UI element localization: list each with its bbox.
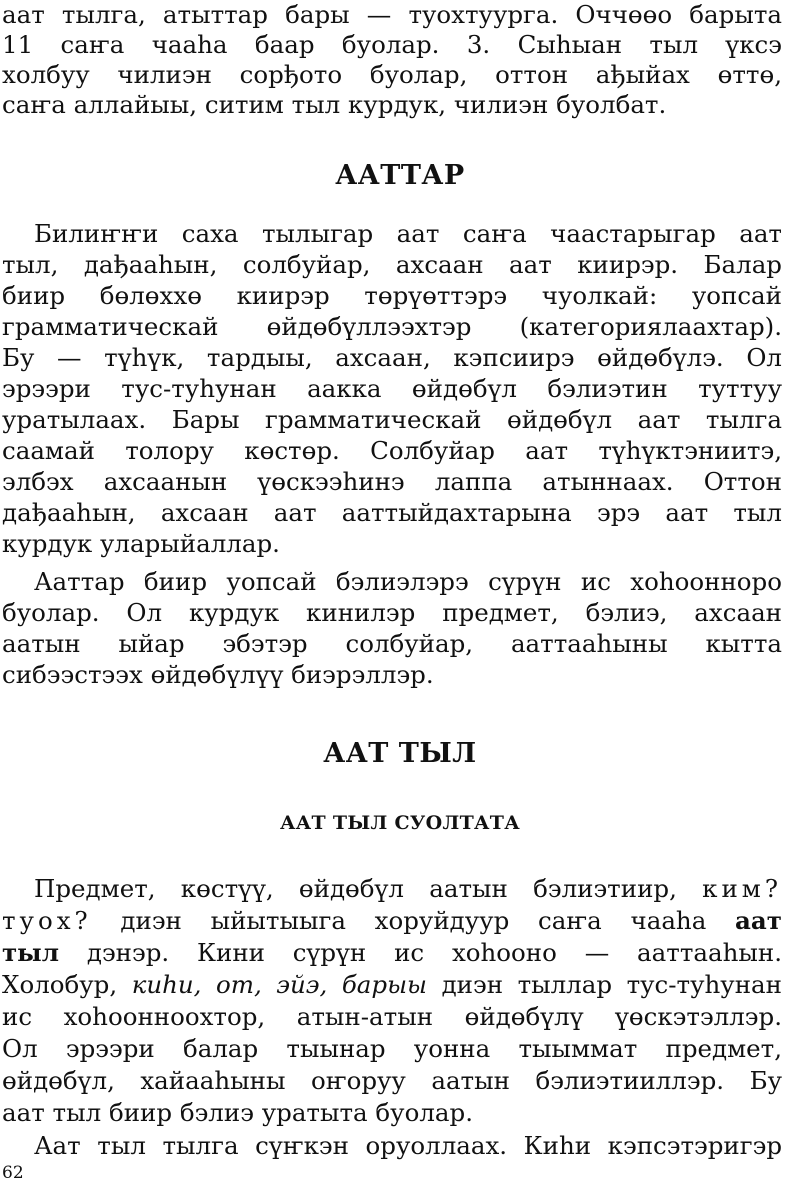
s2-p1-line-2-spaced: туох?	[2, 906, 92, 935]
s1-p1-line-4: грамматическай өйдөбүллээхтэр (категориялаахтар).	[2, 312, 782, 341]
s1-p1-line-7: уратылаах. Бары грамматическай өйдөбүл аат тылга	[2, 405, 782, 434]
s1-p2-line-3: аатын ыйар эбэтэр солбуйар, ааттааhыны кытта	[2, 629, 782, 658]
intro-line-4: саҥа аллайыы, ситим тыл курдук, чилиэн буолбат.	[2, 90, 667, 119]
s1-p1-line-8: саамай толору көстөр. Солбуйар аат түhүктэниитэ,	[2, 436, 782, 465]
s1-p1-line-2: тыл, дађааhын, солбуйар, ахсаан аат киирэр. Балар	[2, 250, 782, 279]
s1-p1-line-6: эрээри тус-туhунан аакка өйдөбүл бэлиэтин туттуу	[2, 374, 782, 403]
s2-p1-line-1-spaced: ким?	[702, 874, 782, 903]
s2-p1-line-3-bold: тыл	[2, 938, 60, 967]
section-heading-aattar: ААТТАР	[335, 160, 465, 191]
intro-line-3: холбуу чилиэн сорђото буолар, оттон ађыйах өттө,	[2, 60, 782, 89]
intro-line-2: 11 саҥа чааhа баар буолар. 3. Сыhыан тыл үксэ	[2, 30, 782, 59]
s2-p1-line-8: аат тыл биир бэлиэ уратыта буолар.	[2, 1098, 473, 1127]
s2-p1-line-1-text: Предмет, көстүү, өйдөбүл аатын бэлиэтиир,	[34, 874, 677, 903]
s1-p2-line-2: буолар. Ол курдук кинилэр предмет, бэлиэ, ахсаан	[2, 598, 782, 627]
s2-p1-line-6: Ол эрээри балар тыынар уонна тыыммат предмет,	[2, 1034, 782, 1063]
s2-p1-line-4-text-b: диэн тыллар тус-туhунан	[441, 970, 782, 999]
s1-p1-line-9: элбэх ахсаанын үөскээhинэ лаппа атыннаах. Оттон	[2, 467, 782, 496]
s1-p1-line-3: биир бөлөххө киирэр төрүөттэрэ чуолкай: уопсай	[2, 281, 782, 310]
intro-line-1: аат тылга, атыттар бары — туохтуурга. Оччөөо барыта	[2, 0, 782, 29]
s2-p1-line-4-text-a: Холобур,	[2, 970, 118, 999]
s2-p1-line-3-text: дэнэр. Кини сүрүн ис хоhооно — ааттааhын.	[86, 938, 782, 967]
s2-p1-line-5: ис хоhоонноохтор, атын-атын өйдөбүлү үөскэтэллэр.	[2, 1002, 782, 1031]
s1-p1-line-5: Бу — түhүк, тардыы, ахсаан, кэпсиирэ өйдөбүлэ. Ол	[2, 343, 782, 372]
s1-p1-line-1: Билиҥҥи саха тылыгар аат саҥа чаастарыгар аат	[34, 219, 782, 248]
section-heading-aat-tyl: ААТ ТЫЛ	[323, 738, 477, 769]
s2-p1-line-2-text: диэн ыйытыыга хоруйдуур саҥа чааhа	[120, 906, 707, 935]
s1-p2-line-1: Ааттар биир уопсай бэлиэлэрэ сүрүн ис хоhоонноро	[34, 567, 782, 596]
s2-p1-line-7: өйдөбүл, хайааhыны оҥоруу аатын бэлиэтииллэр. Бу	[2, 1066, 782, 1095]
page-number: 62	[2, 1163, 24, 1183]
s1-p1-line-10: дађааhын, ахсаан аат ааттыйдахтарына эрэ аат тыл	[2, 498, 782, 527]
s2-p1-line-2	[2, 906, 782, 936]
s1-p1-line-11: курдук уларыйаллар.	[2, 529, 280, 558]
s2-p1-line-1	[34, 874, 782, 904]
s2-p1-line-4-italic: киhи, от, эйэ, барыы	[131, 970, 428, 999]
s1-p2-line-4: сибээстээх өйдөбүлүү биэрэллэр.	[2, 660, 434, 689]
s2-p1-line-3	[2, 938, 782, 968]
s2-p1-line-2-bold: аат	[735, 906, 782, 935]
subheading-aat-tyl-suoltata: ААТ ТЫЛ СУОЛТАТА	[279, 812, 520, 834]
s2-p2-line-1: Аат тыл тылга сүҥкэн оруоллаах. Киhи кэпсэтэригэр	[34, 1131, 782, 1160]
s2-p1-line-4	[2, 970, 782, 1000]
